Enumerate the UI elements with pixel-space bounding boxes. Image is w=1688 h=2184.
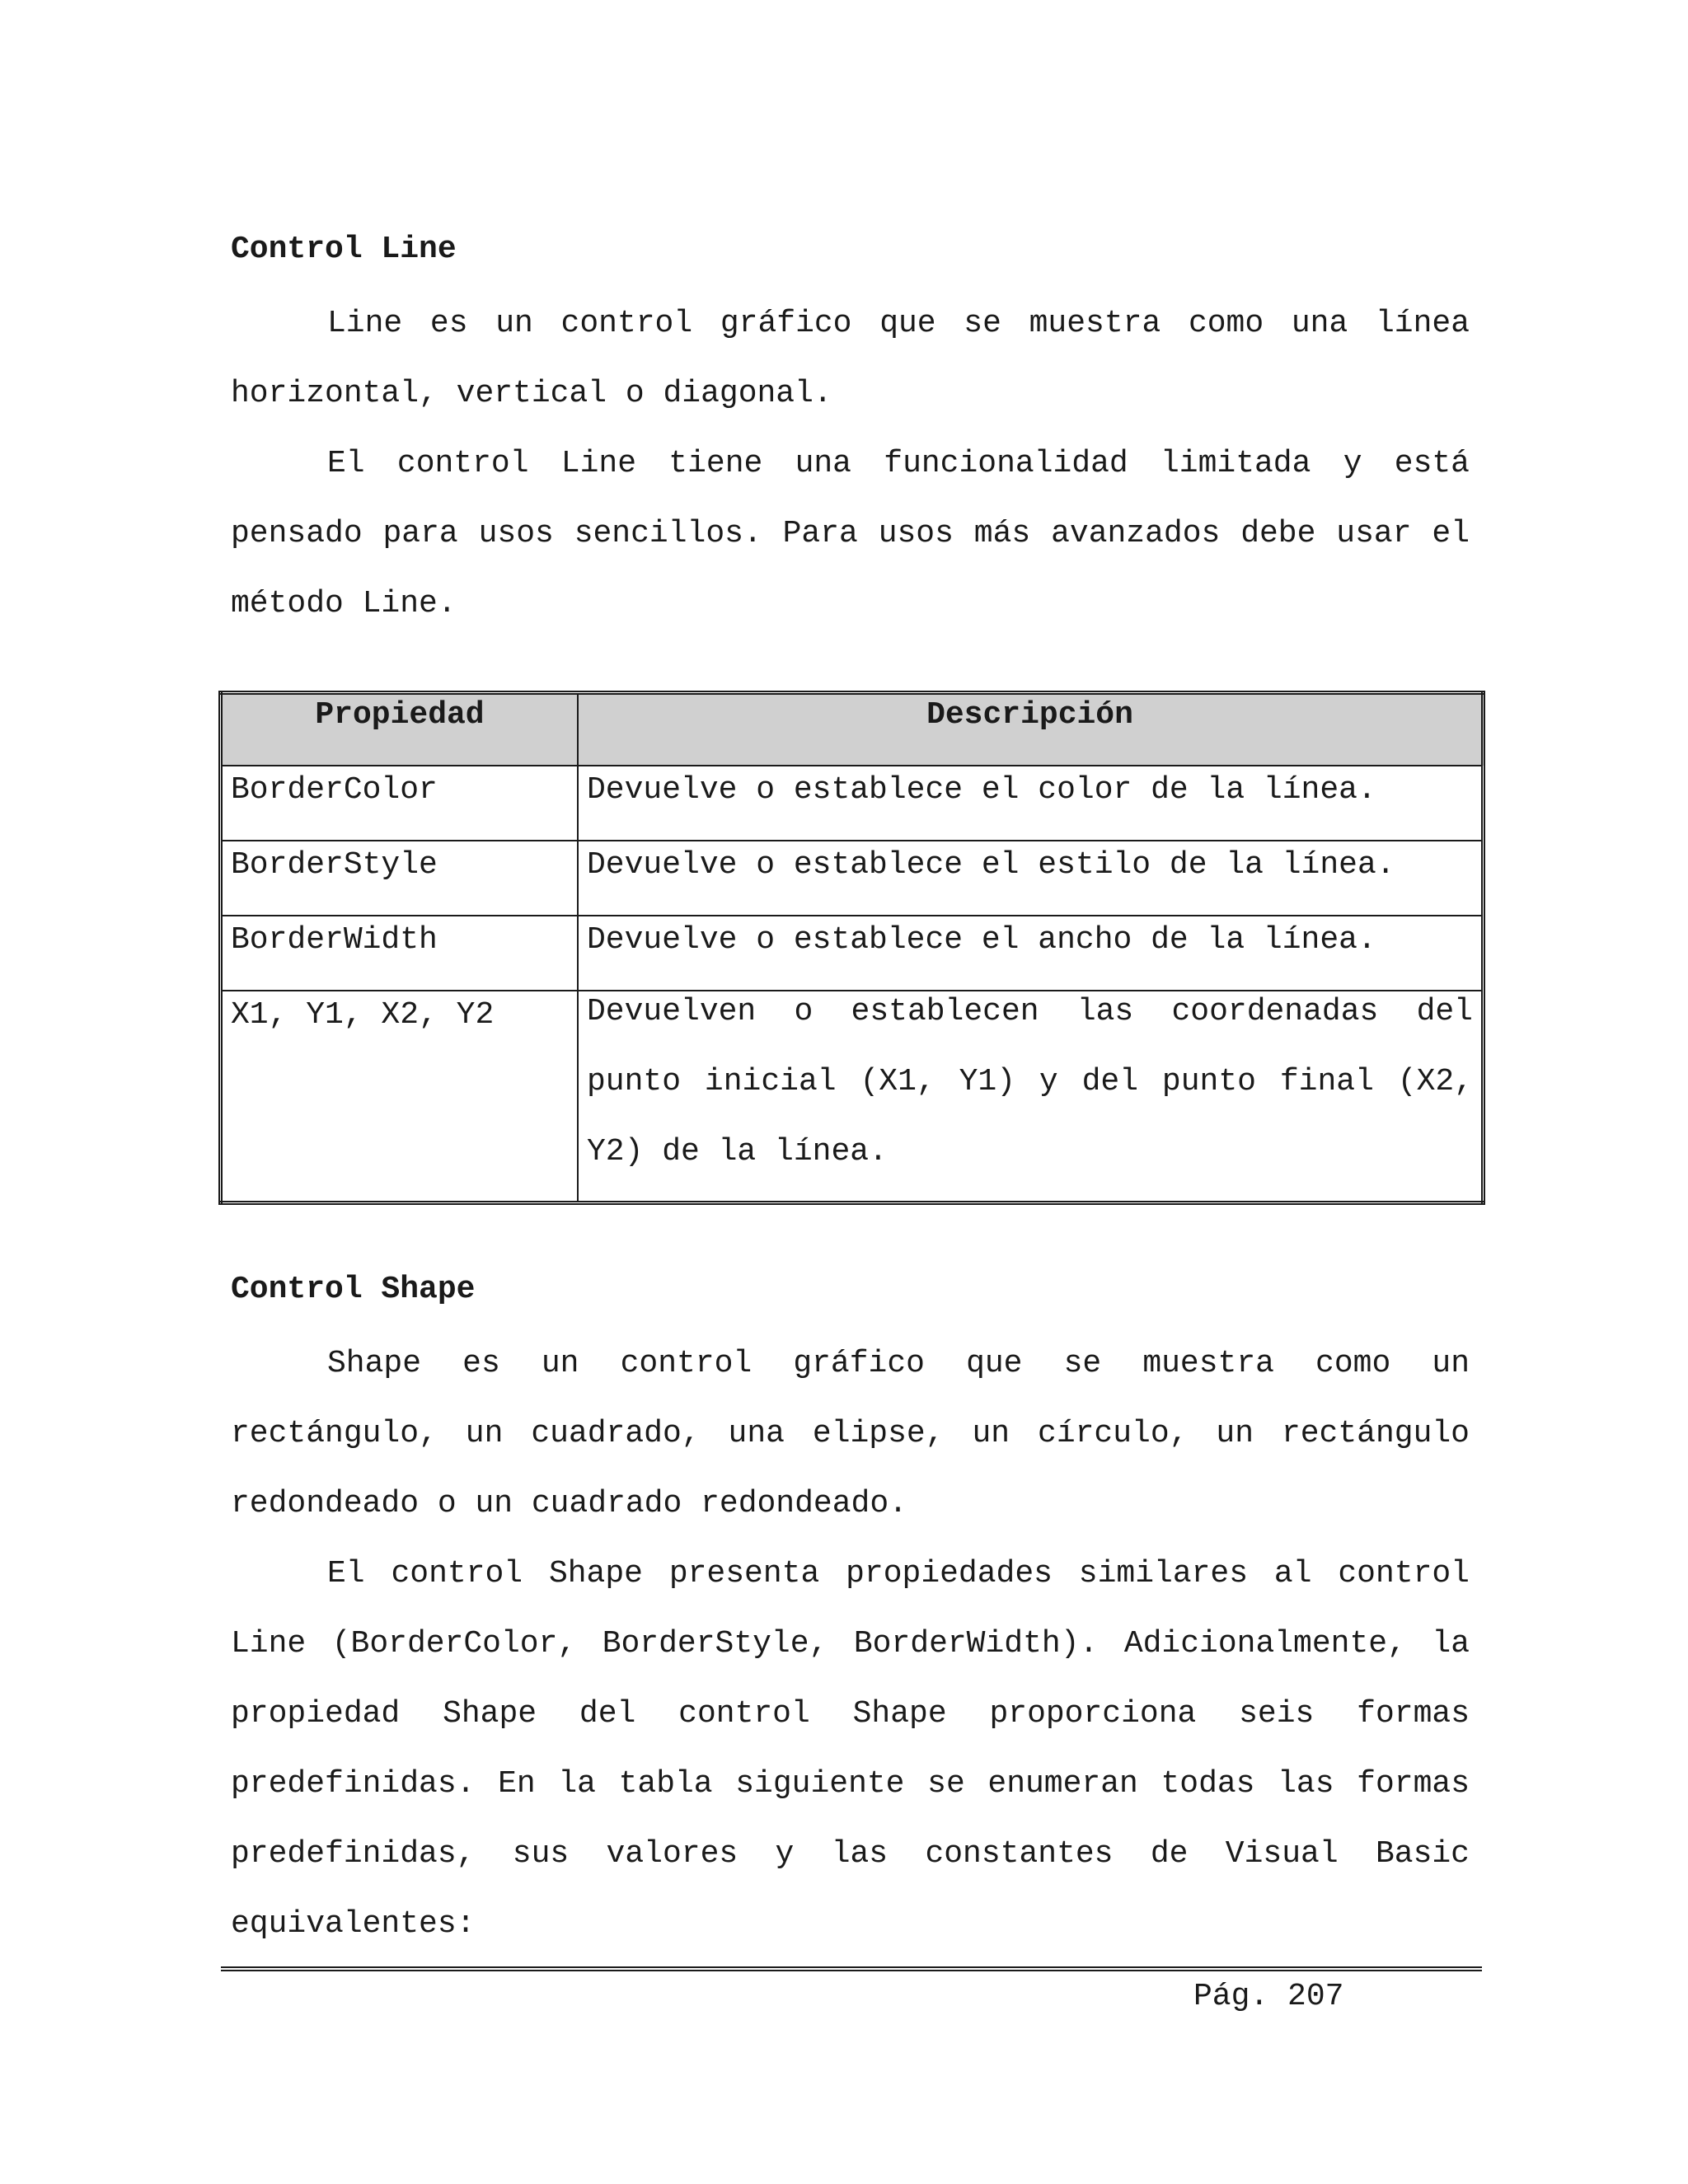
column-header-propiedad: Propiedad: [221, 693, 579, 766]
column-header-descripcion: Descripción: [578, 693, 1484, 766]
property-description-text: Devuelven o establecen las coordenadas del punto inicial (X1, Y1) y del punto final (X2, Y2) de la línea.: [587, 994, 1473, 1169]
page-number: Pág. 207: [1193, 1979, 1344, 2014]
footer-rule: [221, 1966, 1482, 1971]
property-name: BorderWidth: [221, 916, 579, 991]
property-name: X1, Y1, X2, Y2: [221, 991, 579, 1203]
section-heading-control-line: Control Line: [231, 232, 457, 267]
properties-table: [218, 691, 1485, 1205]
paragraph-line-usage: El control Line tiene una funcionalidad limitada y está pensado para usos sencillos. Para usos más avanzados debe usar el método Line.: [231, 446, 1470, 621]
section-heading-control-shape: Control Shape: [231, 1272, 476, 1307]
paragraph-shape-intro: Shape es un control gráfico que se muestra como un rectángulo, un cuadrado, una elipse, un círculo, un rectángulo redondeado o un cuadrado redondeado.: [231, 1346, 1470, 1521]
property-description: Devuelve o establece el ancho de la línea.: [578, 916, 1484, 991]
table-row: [221, 841, 1484, 916]
property-name: BorderColor: [221, 766, 579, 841]
table-row: [221, 766, 1484, 841]
table-row: [221, 991, 1484, 1203]
property-description: [578, 991, 1484, 1203]
property-description: Devuelve o establece el estilo de la línea.: [578, 841, 1484, 916]
property-description: Devuelve o establece el color de la línea.: [578, 766, 1484, 841]
paragraph-line-intro: Line es un control gráfico que se muestra como una línea horizontal, vertical o diagonal.: [231, 306, 1470, 411]
paragraph-shape-properties: El control Shape presenta propiedades similares al control Line (BorderColor, BorderStyle, BorderWidth). Adicionalmente, la propiedad Shape del control Shape proporciona seis formas predefinidas. En la tabla siguiente se enumeran todas las formas predefinidas, sus valores y las constantes de Visual Basic equivalentes:: [231, 1556, 1470, 1942]
property-name: BorderStyle: [221, 841, 579, 916]
table-header-row: [221, 693, 1484, 766]
